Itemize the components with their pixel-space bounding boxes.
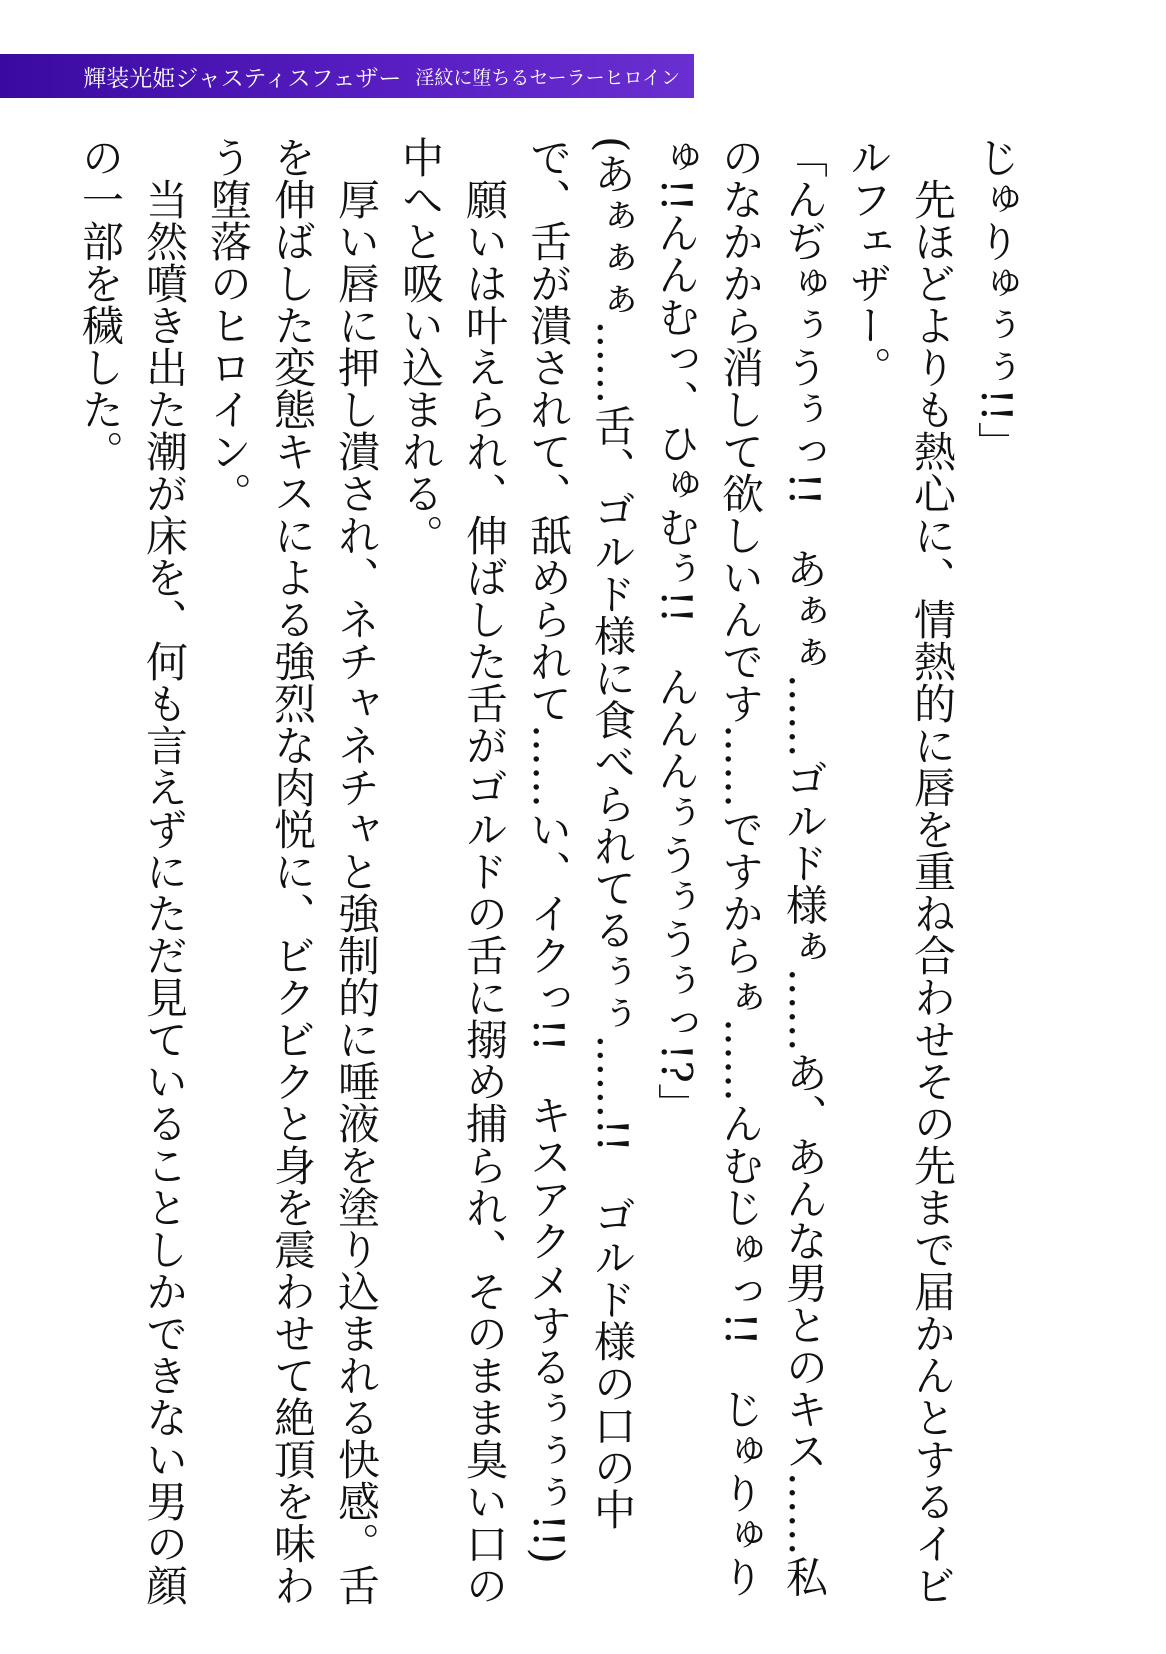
paragraph: 願いは叶えられ、伸ばした舌がゴルドの舌に搦め捕られ、そのまま臭い口の中へと吸い込まれる。 xyxy=(396,136,509,1606)
vertical-body-text xyxy=(68,136,1028,1606)
paragraph: 「んぢゅぅうぅっ!! あぁぁ……ゴルド様ぁ……あ、あんな男とのキス……私のなかから消して欲しいんです……ですからぁ……んむじゅっ!! じゅりゅりゅ!!んんむっ、ひゅむぅ!! んんんぅうぅうぅっ!?」 xyxy=(652,136,829,1598)
paragraph: 当然噴き出た潮が床を、何も言えずにただ見ていることしかできない男の顔の一部を穢した。 xyxy=(76,136,189,1606)
book-title: 輝装光姫ジャスティスフェザー xyxy=(83,65,402,92)
paragraph: じゅりゅぅぅ!!」 xyxy=(972,136,1021,464)
paragraph: 厚い唇に押し潰され、ネチャネチャと強制的に唾液を塗り込まれる快感。舌を伸ばした変態キスによる強烈な肉悦に、ビクビクと身を震わせて絶頂を味わう堕落のヒロイン。 xyxy=(204,136,381,1606)
paragraph: (あぁぁぁ……舌、ゴルド様に食べられてるぅぅ……!! ゴルド様の口の中で、舌が潰されて、舐められて……い、イクっ!! キスアクメするぅぅぅ!!) xyxy=(524,136,637,1564)
running-header xyxy=(0,54,694,98)
book-subtitle: 淫紋に堕ちるセーラーヒロイン xyxy=(415,66,680,89)
paragraph: 先ほどよりも熱心に、情熱的に唇を重ね合わせその先まで届かんとするイビルフェザー。 xyxy=(844,136,957,1606)
